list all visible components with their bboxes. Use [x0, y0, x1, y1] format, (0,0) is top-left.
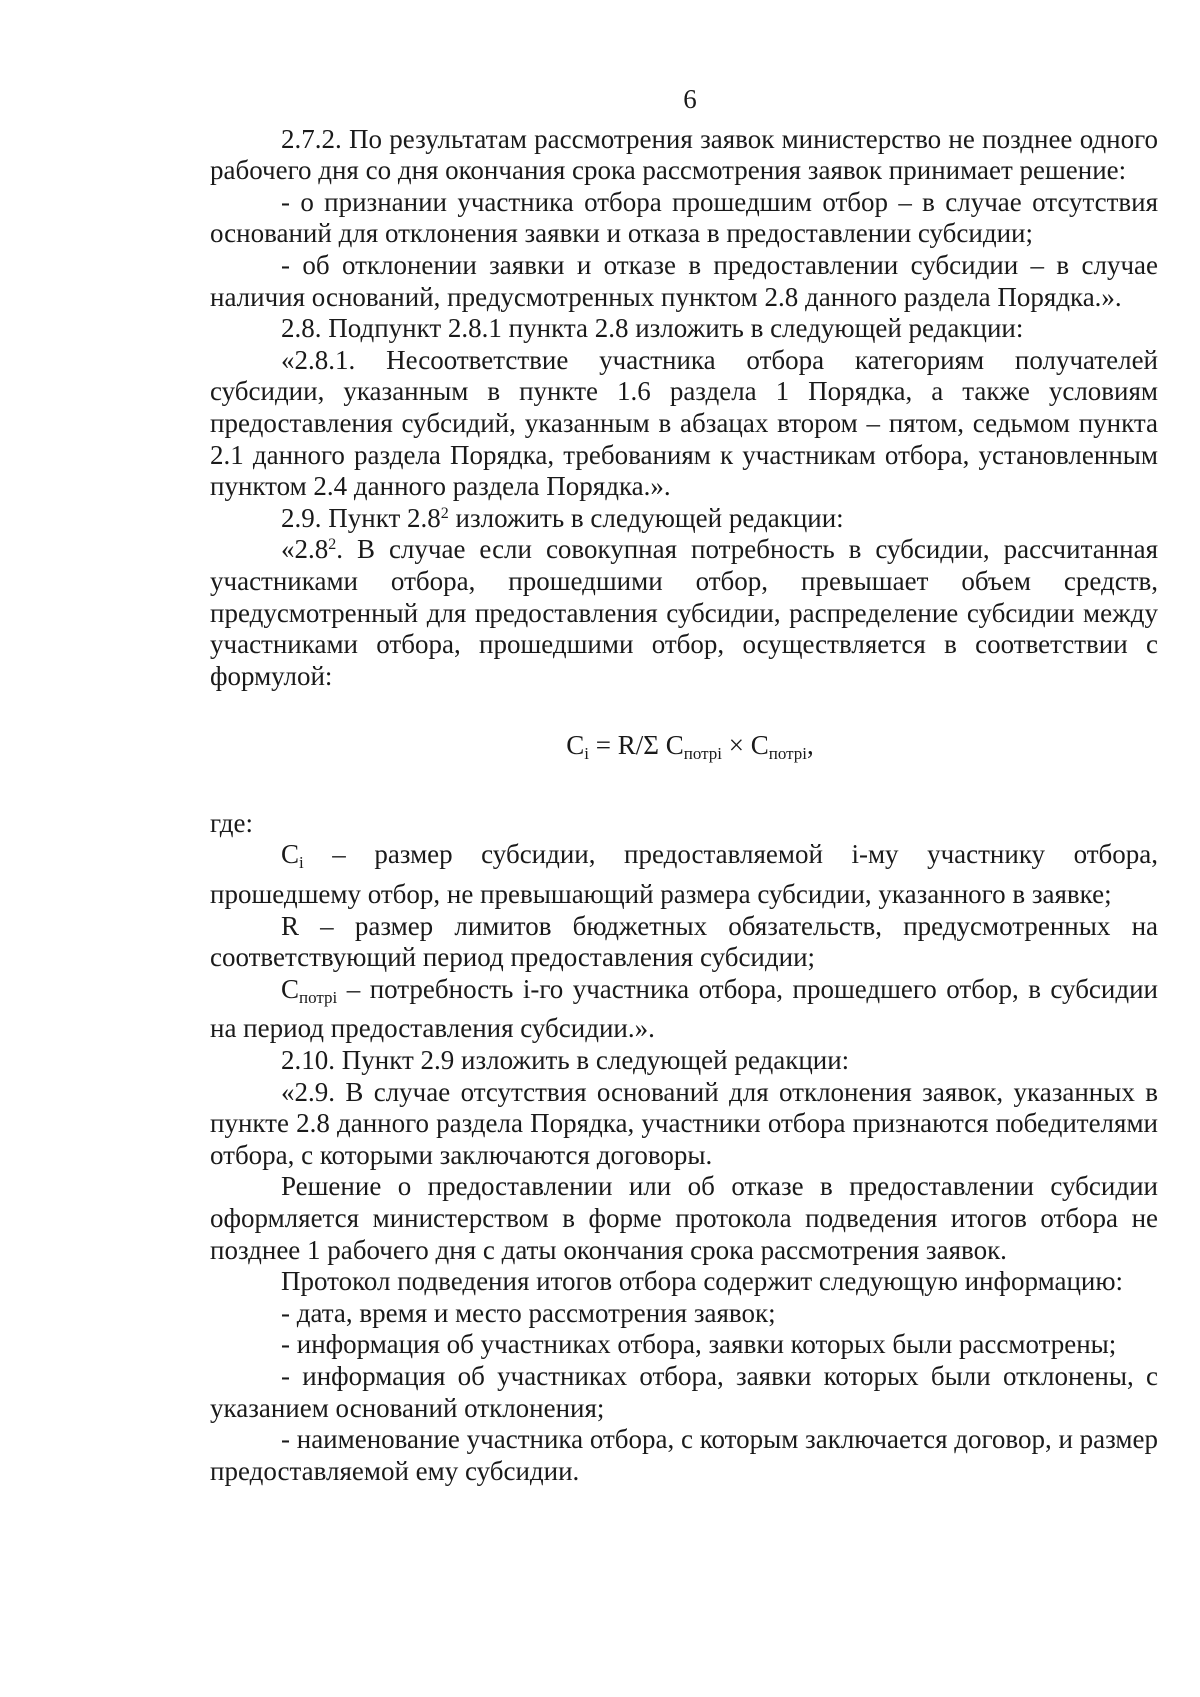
p282-lead: «2.8	[281, 534, 329, 565]
p29-lead: 2.9. Пункт 2.8	[281, 502, 441, 533]
formula-need-sub: потрi	[683, 744, 722, 764]
formula-c: C	[566, 730, 585, 761]
formula-end: ,	[806, 730, 814, 761]
definition-need	[210, 974, 1158, 1045]
list-item-admission: - о признании участника отбора прошедшим отбор – в случае отсутствия оснований для отклонения заявки и отказа в предоставлении субсидии;	[210, 186, 1158, 249]
def-need-sub: потрi	[299, 987, 338, 1007]
p282-sup: 2	[328, 536, 337, 554]
page-number: 6	[683, 84, 697, 114]
paragraph-2-9	[210, 503, 1158, 535]
def-need-text: – потребность i-го участника отбора, прошедшего отбор, в субсидии на период предоставления субсидии.».	[210, 973, 1158, 1044]
paragraph-2-8-2	[210, 534, 1158, 692]
list-item-rejected: - информация об участниках отбора, заявки которых были отклонены, с указанием оснований отклонения;	[210, 1360, 1158, 1423]
def-ci-text: – размер субсидии, предоставляемой i-му участнику отбора, прошедшему отбор, не превышающий размера субсидии, указанного в заявке;	[210, 839, 1158, 910]
list-item-winner: - наименование участника отбора, с которым заключается договор, и размер предоставляемой ему субсидии.	[210, 1424, 1158, 1486]
definition-ci	[210, 839, 1158, 910]
paragraph-protocol: Протокол подведения итогов отбора содержит следующую информацию:	[281, 1266, 1124, 1297]
list-item-rejection: - об отклонении заявки и отказе в предоставлении субсидии – в случае наличия оснований, предусмотренных пунктом 2.8 данного раздела Порядка.».	[210, 249, 1158, 312]
def-need-sym: C	[281, 973, 300, 1004]
formula	[210, 730, 1158, 770]
formula-eq: = R/Σ C	[589, 730, 684, 761]
paragraph-2-8: 2.8. Подпункт 2.8.1 пункта 2.8 изложить в следующей редакции:	[281, 313, 1024, 344]
paragraph-new-2-9: «2.9. В случае отсутствия оснований для отклонения заявок, указанных в пункте 2.8 данного раздела Порядка, участники отбора признаются победителями отбора, с которыми заключаются договоры.	[210, 1076, 1158, 1170]
paragraph-2-8-1: «2.8.1. Несоответствие участника отбора категориям получателей субсидии, указанным в пункте 1.6 раздела 1 Порядка, а также условиям предоставления субсидий, указанным в абзацах втором – пятом, седьмом пункта 2.1 данного раздела Порядка, требованиям к участникам отбора, установленным пунктом 2.4 данного раздела Порядка.».	[210, 344, 1158, 502]
p29-tail: изложить в следующей редакции:	[448, 502, 844, 533]
document-page	[210, 84, 1158, 1487]
where-label: где:	[210, 807, 253, 838]
definition-r: R – размер лимитов бюджетных обязательств, предусмотренных на соответствующий период предоставления субсидии;	[210, 910, 1158, 973]
formula-need-sub2: потрi	[768, 744, 807, 764]
paragraph-2-7-2: 2.7.2. По результатам рассмотрения заявок министерство не позднее одного рабочего дня со дня окончания срока рассмотрения заявок принимает решение:	[210, 123, 1158, 186]
paragraph-decision: Решение о предоставлении или об отказе в предоставлении субсидии оформляется министерством в форме протокола подведения итогов отбора не позднее 1 рабочего дня с даты окончания срока рассмотрения заявок.	[210, 1171, 1158, 1265]
paragraph-2-10: 2.10. Пункт 2.9 изложить в следующей редакции:	[281, 1045, 850, 1076]
formula-c-sub: i	[584, 744, 590, 764]
p282-tail: . В случае если совокупная потребность в субсидии, рассчитанная участниками отбора, прошедшими отбор, превышает объем средств, предусмотренный для предоставления субсидии, распределение субсидии между участниками отбора, прошедшими отбор, осуществляется в соответствии с формулой:	[210, 534, 1158, 691]
def-ci-sym: C	[281, 839, 300, 870]
p29-sup: 2	[440, 504, 449, 522]
list-item-reviewed: - информация об участниках отбора, заявки которых были рассмотрены;	[281, 1329, 1117, 1360]
list-item-date: - дата, время и место рассмотрения заявок;	[281, 1297, 776, 1328]
def-ci-sub: i	[299, 853, 304, 873]
formula-times: × C	[721, 730, 769, 761]
